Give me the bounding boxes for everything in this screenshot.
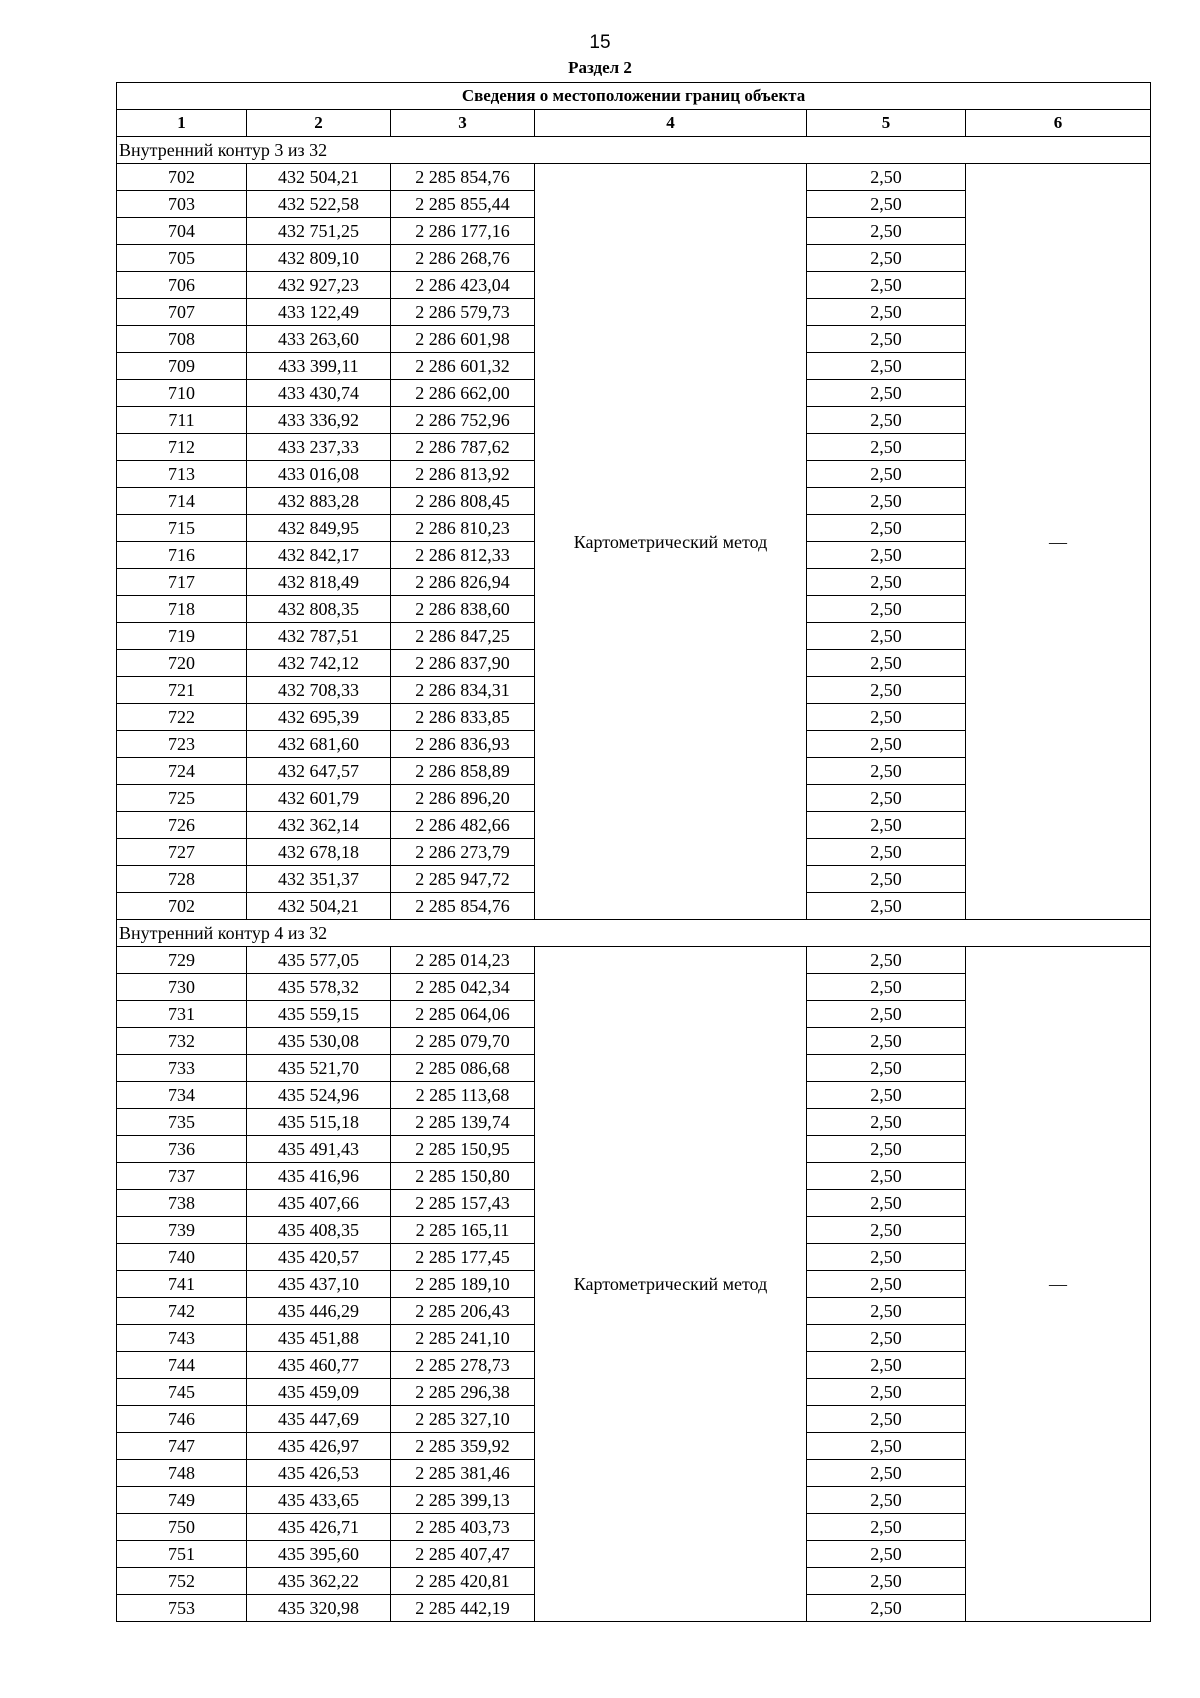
y-coordinate-cell: 2 286 423,04 <box>391 272 535 299</box>
point-number-cell: 752 <box>117 1568 247 1595</box>
x-coordinate-cell: 435 437,10 <box>247 1271 391 1298</box>
accuracy-cell: 2,50 <box>807 569 966 596</box>
y-coordinate-cell: 2 286 808,45 <box>391 488 535 515</box>
y-coordinate-cell: 2 285 420,81 <box>391 1568 535 1595</box>
point-number-cell: 735 <box>117 1109 247 1136</box>
accuracy-cell: 2,50 <box>807 974 966 1001</box>
point-number-cell: 739 <box>117 1217 247 1244</box>
point-number-cell: 748 <box>117 1460 247 1487</box>
y-coordinate-cell: 2 286 177,16 <box>391 218 535 245</box>
y-coordinate-cell: 2 286 826,94 <box>391 569 535 596</box>
accuracy-cell: 2,50 <box>807 164 966 191</box>
table-body <box>117 137 1151 1622</box>
accuracy-cell: 2,50 <box>807 704 966 731</box>
x-coordinate-cell: 435 420,57 <box>247 1244 391 1271</box>
x-coordinate-cell: 435 524,96 <box>247 1082 391 1109</box>
boundary-coordinates-table <box>116 82 1151 1622</box>
contour-header: Внутренний контур 3 из 32 <box>117 137 1151 164</box>
point-number-cell: 713 <box>117 461 247 488</box>
column-6-cell: — <box>966 947 1151 1622</box>
x-coordinate-cell: 432 809,10 <box>247 245 391 272</box>
y-coordinate-cell: 2 285 165,11 <box>391 1217 535 1244</box>
accuracy-cell: 2,50 <box>807 1487 966 1514</box>
column-number-header: 1 <box>117 110 247 137</box>
column-number-header: 5 <box>807 110 966 137</box>
accuracy-cell: 2,50 <box>807 1568 966 1595</box>
point-number-cell: 734 <box>117 1082 247 1109</box>
point-number-cell: 715 <box>117 515 247 542</box>
y-coordinate-cell: 2 286 787,62 <box>391 434 535 461</box>
x-coordinate-cell: 432 787,51 <box>247 623 391 650</box>
accuracy-cell: 2,50 <box>807 1271 966 1298</box>
y-coordinate-cell: 2 285 150,95 <box>391 1136 535 1163</box>
accuracy-cell: 2,50 <box>807 839 966 866</box>
x-coordinate-cell: 433 336,92 <box>247 407 391 434</box>
method-cell: Картометрический метод <box>535 164 807 920</box>
point-number-cell: 723 <box>117 731 247 758</box>
x-coordinate-cell: 435 408,35 <box>247 1217 391 1244</box>
point-number-cell: 721 <box>117 677 247 704</box>
y-coordinate-cell: 2 286 834,31 <box>391 677 535 704</box>
x-coordinate-cell: 435 459,09 <box>247 1379 391 1406</box>
accuracy-cell: 2,50 <box>807 272 966 299</box>
point-number-cell: 740 <box>117 1244 247 1271</box>
point-number-cell: 717 <box>117 569 247 596</box>
x-coordinate-cell: 432 849,95 <box>247 515 391 542</box>
y-coordinate-cell: 2 286 896,20 <box>391 785 535 812</box>
x-coordinate-cell: 432 504,21 <box>247 893 391 920</box>
accuracy-cell: 2,50 <box>807 1109 966 1136</box>
x-coordinate-cell: 432 883,28 <box>247 488 391 515</box>
y-coordinate-cell: 2 285 381,46 <box>391 1460 535 1487</box>
x-coordinate-cell: 435 460,77 <box>247 1352 391 1379</box>
point-number-cell: 716 <box>117 542 247 569</box>
y-coordinate-cell: 2 285 241,10 <box>391 1325 535 1352</box>
x-coordinate-cell: 435 416,96 <box>247 1163 391 1190</box>
x-coordinate-cell: 435 395,60 <box>247 1541 391 1568</box>
accuracy-cell: 2,50 <box>807 1406 966 1433</box>
accuracy-cell: 2,50 <box>807 1163 966 1190</box>
accuracy-cell: 2,50 <box>807 1082 966 1109</box>
accuracy-cell: 2,50 <box>807 1514 966 1541</box>
accuracy-cell: 2,50 <box>807 623 966 650</box>
y-coordinate-cell: 2 286 273,79 <box>391 839 535 866</box>
y-coordinate-cell: 2 286 579,73 <box>391 299 535 326</box>
x-coordinate-cell: 435 433,65 <box>247 1487 391 1514</box>
x-coordinate-cell: 432 708,33 <box>247 677 391 704</box>
accuracy-cell: 2,50 <box>807 218 966 245</box>
point-number-cell: 750 <box>117 1514 247 1541</box>
x-coordinate-cell: 435 578,32 <box>247 974 391 1001</box>
y-coordinate-cell: 2 285 157,43 <box>391 1190 535 1217</box>
x-coordinate-cell: 435 446,29 <box>247 1298 391 1325</box>
x-coordinate-cell: 432 808,35 <box>247 596 391 623</box>
y-coordinate-cell: 2 286 482,66 <box>391 812 535 839</box>
point-number-cell: 732 <box>117 1028 247 1055</box>
accuracy-cell: 2,50 <box>807 407 966 434</box>
x-coordinate-cell: 433 237,33 <box>247 434 391 461</box>
accuracy-cell: 2,50 <box>807 1352 966 1379</box>
y-coordinate-cell: 2 285 947,72 <box>391 866 535 893</box>
y-coordinate-cell: 2 285 206,43 <box>391 1298 535 1325</box>
point-number-cell: 704 <box>117 218 247 245</box>
accuracy-cell: 2,50 <box>807 1244 966 1271</box>
column-number-header: 3 <box>391 110 535 137</box>
x-coordinate-cell: 432 681,60 <box>247 731 391 758</box>
accuracy-cell: 2,50 <box>807 650 966 677</box>
point-number-cell: 747 <box>117 1433 247 1460</box>
x-coordinate-cell: 432 742,12 <box>247 650 391 677</box>
accuracy-cell: 2,50 <box>807 596 966 623</box>
x-coordinate-cell: 435 451,88 <box>247 1325 391 1352</box>
y-coordinate-cell: 2 285 855,44 <box>391 191 535 218</box>
x-coordinate-cell: 432 751,25 <box>247 218 391 245</box>
x-coordinate-cell: 433 122,49 <box>247 299 391 326</box>
x-coordinate-cell: 435 426,97 <box>247 1433 391 1460</box>
x-coordinate-cell: 432 522,58 <box>247 191 391 218</box>
x-coordinate-cell: 433 263,60 <box>247 326 391 353</box>
accuracy-cell: 2,50 <box>807 1136 966 1163</box>
x-coordinate-cell: 432 818,49 <box>247 569 391 596</box>
x-coordinate-cell: 432 842,17 <box>247 542 391 569</box>
y-coordinate-cell: 2 285 139,74 <box>391 1109 535 1136</box>
accuracy-cell: 2,50 <box>807 1379 966 1406</box>
y-coordinate-cell: 2 286 268,76 <box>391 245 535 272</box>
point-number-cell: 703 <box>117 191 247 218</box>
point-number-cell: 743 <box>117 1325 247 1352</box>
point-number-cell: 702 <box>117 164 247 191</box>
y-coordinate-cell: 2 286 837,90 <box>391 650 535 677</box>
accuracy-cell: 2,50 <box>807 785 966 812</box>
point-number-cell: 745 <box>117 1379 247 1406</box>
accuracy-cell: 2,50 <box>807 1298 966 1325</box>
point-number-cell: 714 <box>117 488 247 515</box>
y-coordinate-cell: 2 285 407,47 <box>391 1541 535 1568</box>
x-coordinate-cell: 435 521,70 <box>247 1055 391 1082</box>
column-number-header: 2 <box>247 110 391 137</box>
y-coordinate-cell: 2 285 296,38 <box>391 1379 535 1406</box>
y-coordinate-cell: 2 286 838,60 <box>391 596 535 623</box>
y-coordinate-cell: 2 285 854,76 <box>391 164 535 191</box>
y-coordinate-cell: 2 285 403,73 <box>391 1514 535 1541</box>
table-caption: Сведения о местоположении границ объекта <box>117 83 1151 110</box>
x-coordinate-cell: 433 016,08 <box>247 461 391 488</box>
x-coordinate-cell: 432 601,79 <box>247 785 391 812</box>
point-number-cell: 741 <box>117 1271 247 1298</box>
point-number-cell: 702 <box>117 893 247 920</box>
point-number-cell: 731 <box>117 1001 247 1028</box>
point-number-cell: 742 <box>117 1298 247 1325</box>
accuracy-cell: 2,50 <box>807 1055 966 1082</box>
accuracy-cell: 2,50 <box>807 947 966 974</box>
accuracy-cell: 2,50 <box>807 1325 966 1352</box>
y-coordinate-cell: 2 285 278,73 <box>391 1352 535 1379</box>
y-coordinate-cell: 2 286 813,92 <box>391 461 535 488</box>
contour-header: Внутренний контур 4 из 32 <box>117 920 1151 947</box>
accuracy-cell: 2,50 <box>807 515 966 542</box>
accuracy-cell: 2,50 <box>807 1190 966 1217</box>
point-number-cell: 749 <box>117 1487 247 1514</box>
y-coordinate-cell: 2 285 442,19 <box>391 1595 535 1622</box>
x-coordinate-cell: 435 559,15 <box>247 1001 391 1028</box>
x-coordinate-cell: 432 351,37 <box>247 866 391 893</box>
point-number-cell: 719 <box>117 623 247 650</box>
y-coordinate-cell: 2 286 836,93 <box>391 731 535 758</box>
column-6-cell: — <box>966 164 1151 920</box>
point-number-cell: 709 <box>117 353 247 380</box>
y-coordinate-cell: 2 285 854,76 <box>391 893 535 920</box>
y-coordinate-cell: 2 286 858,89 <box>391 758 535 785</box>
accuracy-cell: 2,50 <box>807 488 966 515</box>
accuracy-cell: 2,50 <box>807 191 966 218</box>
x-coordinate-cell: 435 530,08 <box>247 1028 391 1055</box>
point-number-cell: 725 <box>117 785 247 812</box>
x-coordinate-cell: 435 320,98 <box>247 1595 391 1622</box>
accuracy-cell: 2,50 <box>807 461 966 488</box>
accuracy-cell: 2,50 <box>807 1028 966 1055</box>
accuracy-cell: 2,50 <box>807 542 966 569</box>
accuracy-cell: 2,50 <box>807 1001 966 1028</box>
point-number-cell: 718 <box>117 596 247 623</box>
column-number-header: 6 <box>966 110 1151 137</box>
x-coordinate-cell: 433 399,11 <box>247 353 391 380</box>
point-number-cell: 707 <box>117 299 247 326</box>
point-number-cell: 744 <box>117 1352 247 1379</box>
point-number-cell: 730 <box>117 974 247 1001</box>
accuracy-cell: 2,50 <box>807 866 966 893</box>
accuracy-cell: 2,50 <box>807 245 966 272</box>
point-number-cell: 720 <box>117 650 247 677</box>
x-coordinate-cell: 432 647,57 <box>247 758 391 785</box>
point-number-cell: 727 <box>117 839 247 866</box>
accuracy-cell: 2,50 <box>807 731 966 758</box>
accuracy-cell: 2,50 <box>807 1217 966 1244</box>
point-number-cell: 737 <box>117 1163 247 1190</box>
x-coordinate-cell: 435 426,71 <box>247 1514 391 1541</box>
point-number-cell: 706 <box>117 272 247 299</box>
y-coordinate-cell: 2 286 601,98 <box>391 326 535 353</box>
point-number-cell: 722 <box>117 704 247 731</box>
y-coordinate-cell: 2 285 064,06 <box>391 1001 535 1028</box>
accuracy-cell: 2,50 <box>807 353 966 380</box>
point-number-cell: 711 <box>117 407 247 434</box>
x-coordinate-cell: 435 515,18 <box>247 1109 391 1136</box>
point-number-cell: 712 <box>117 434 247 461</box>
point-number-cell: 728 <box>117 866 247 893</box>
x-coordinate-cell: 432 927,23 <box>247 272 391 299</box>
point-number-cell: 736 <box>117 1136 247 1163</box>
y-coordinate-cell: 2 286 601,32 <box>391 353 535 380</box>
accuracy-cell: 2,50 <box>807 434 966 461</box>
accuracy-cell: 2,50 <box>807 1433 966 1460</box>
y-coordinate-cell: 2 286 662,00 <box>391 380 535 407</box>
method-cell: Картометрический метод <box>535 947 807 1622</box>
x-coordinate-cell: 433 430,74 <box>247 380 391 407</box>
y-coordinate-cell: 2 286 847,25 <box>391 623 535 650</box>
y-coordinate-cell: 2 285 327,10 <box>391 1406 535 1433</box>
point-number-cell: 729 <box>117 947 247 974</box>
section-title: Раздел 2 <box>568 58 632 77</box>
point-number-cell: 705 <box>117 245 247 272</box>
y-coordinate-cell: 2 285 189,10 <box>391 1271 535 1298</box>
x-coordinate-cell: 432 504,21 <box>247 164 391 191</box>
y-coordinate-cell: 2 286 752,96 <box>391 407 535 434</box>
y-coordinate-cell: 2 285 399,13 <box>391 1487 535 1514</box>
y-coordinate-cell: 2 285 086,68 <box>391 1055 535 1082</box>
y-coordinate-cell: 2 285 042,34 <box>391 974 535 1001</box>
column-number-header: 4 <box>535 110 807 137</box>
table-row <box>117 164 1151 191</box>
point-number-cell: 724 <box>117 758 247 785</box>
accuracy-cell: 2,50 <box>807 326 966 353</box>
y-coordinate-cell: 2 285 150,80 <box>391 1163 535 1190</box>
y-coordinate-cell: 2 286 810,23 <box>391 515 535 542</box>
accuracy-cell: 2,50 <box>807 812 966 839</box>
x-coordinate-cell: 435 362,22 <box>247 1568 391 1595</box>
x-coordinate-cell: 432 678,18 <box>247 839 391 866</box>
accuracy-cell: 2,50 <box>807 380 966 407</box>
point-number-cell: 708 <box>117 326 247 353</box>
accuracy-cell: 2,50 <box>807 677 966 704</box>
x-coordinate-cell: 435 426,53 <box>247 1460 391 1487</box>
accuracy-cell: 2,50 <box>807 1595 966 1622</box>
x-coordinate-cell: 435 407,66 <box>247 1190 391 1217</box>
y-coordinate-cell: 2 285 113,68 <box>391 1082 535 1109</box>
accuracy-cell: 2,50 <box>807 1541 966 1568</box>
x-coordinate-cell: 432 695,39 <box>247 704 391 731</box>
x-coordinate-cell: 435 447,69 <box>247 1406 391 1433</box>
point-number-cell: 738 <box>117 1190 247 1217</box>
accuracy-cell: 2,50 <box>807 758 966 785</box>
point-number-cell: 746 <box>117 1406 247 1433</box>
y-coordinate-cell: 2 285 079,70 <box>391 1028 535 1055</box>
page-number: 15 <box>589 32 611 53</box>
point-number-cell: 733 <box>117 1055 247 1082</box>
y-coordinate-cell: 2 285 014,23 <box>391 947 535 974</box>
accuracy-cell: 2,50 <box>807 1460 966 1487</box>
x-coordinate-cell: 432 362,14 <box>247 812 391 839</box>
accuracy-cell: 2,50 <box>807 893 966 920</box>
point-number-cell: 751 <box>117 1541 247 1568</box>
point-number-cell: 710 <box>117 380 247 407</box>
x-coordinate-cell: 435 577,05 <box>247 947 391 974</box>
x-coordinate-cell: 435 491,43 <box>247 1136 391 1163</box>
y-coordinate-cell: 2 286 812,33 <box>391 542 535 569</box>
y-coordinate-cell: 2 286 833,85 <box>391 704 535 731</box>
accuracy-cell: 2,50 <box>807 299 966 326</box>
table-row <box>117 947 1151 974</box>
point-number-cell: 726 <box>117 812 247 839</box>
y-coordinate-cell: 2 285 359,92 <box>391 1433 535 1460</box>
y-coordinate-cell: 2 285 177,45 <box>391 1244 535 1271</box>
point-number-cell: 753 <box>117 1595 247 1622</box>
